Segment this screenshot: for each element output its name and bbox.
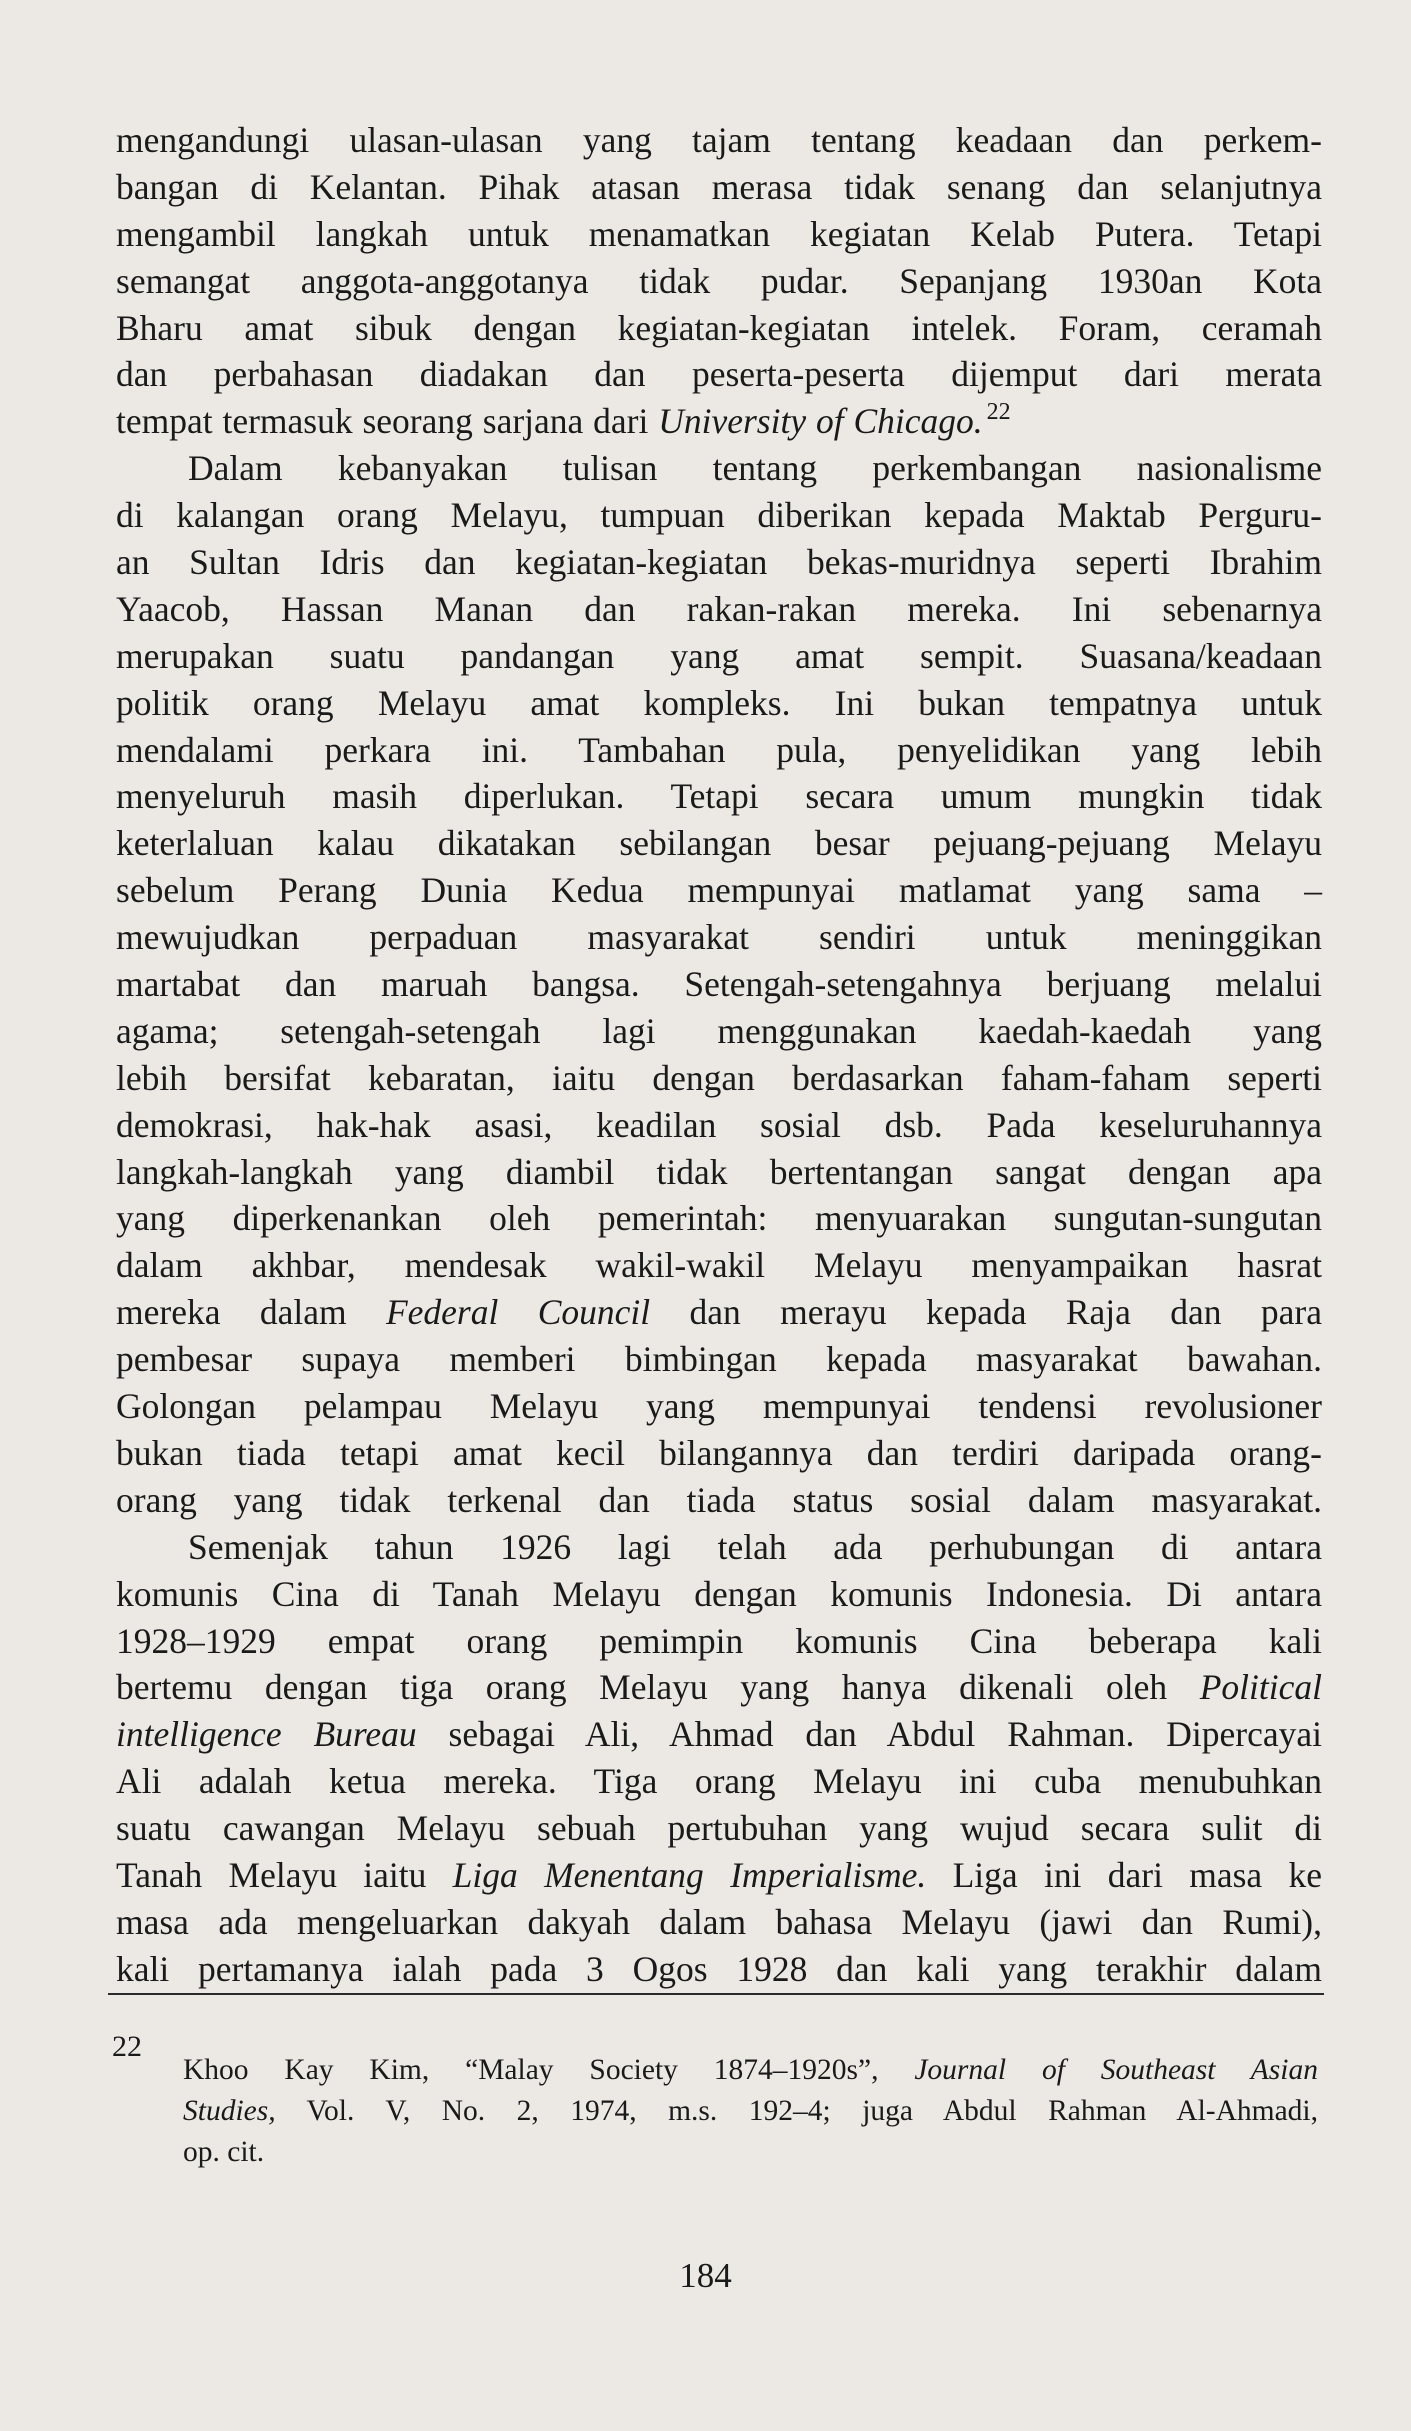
page-number: 184	[679, 2256, 732, 2295]
body-line	[116, 1383, 1322, 1430]
text-segment: Liga ini dari masa ke	[926, 1854, 1322, 1895]
body-line	[116, 1102, 1322, 1149]
text-segment: yang diperkenankan oleh pemerintah: menyuarakan sungutan-sungutan	[116, 1198, 1322, 1239]
text-segment: mengambil langkah untuk menamatkan kegiatan Kelab Putera. Tetapi	[116, 213, 1322, 254]
text-segment: langkah-langkah yang diambil tidak bertentangan sangat dengan apa	[116, 1151, 1322, 1192]
text-segment: bangan di Kelantan. Pihak atasan merasa tidak senang dan selanjutnya	[116, 166, 1322, 207]
text-segment: bukan tiada tetapi amat kecil bilangannya dan terdiri daripada orang-	[116, 1432, 1322, 1473]
body-line	[116, 914, 1322, 961]
italic-text: Journal of Southeast Asian	[914, 2054, 1318, 2086]
text-segment: Tanah Melayu iaitu	[116, 1854, 453, 1895]
body-line	[116, 211, 1322, 258]
text-segment: masa ada mengeluarkan dakyah dalam bahasa Melayu (jawi dan Rumi),	[116, 1901, 1322, 1942]
body-line	[116, 820, 1322, 867]
body-line	[116, 305, 1322, 352]
body-line	[116, 1946, 1322, 1993]
body-line	[116, 445, 1322, 492]
text-segment: Vol. V, No. 2, 1974, m.s. 192–4; juga Abdul Rahman Al-Ahmadi,	[275, 2095, 1318, 2127]
body-line	[116, 680, 1322, 727]
body-line	[116, 492, 1322, 539]
body-line	[116, 398, 1322, 445]
text-segment: agama; setengah-setengah lagi menggunakan kaedah-kaedah yang	[116, 1010, 1322, 1051]
text-segment: an Sultan Idris dan kegiatan-kegiatan bekas-muridnya seperti Ibrahim	[116, 542, 1322, 583]
text-segment: mewujudkan perpaduan masyarakat sendiri untuk meninggikan	[116, 917, 1322, 958]
text-segment: Khoo Kay Kim, “Malay Society 1874–1920s”,	[183, 2054, 915, 2086]
text-segment: Yaacob, Hassan Manan dan rakan-rakan mereka. Ini sebenarnya	[116, 588, 1322, 629]
footnote-line	[183, 2050, 1318, 2091]
text-segment: di kalangan orang Melayu, tumpuan diberikan kepada Maktab Perguru-	[116, 495, 1322, 536]
body-line	[116, 1664, 1322, 1711]
body-text	[116, 117, 1322, 1993]
body-line	[116, 1242, 1322, 1289]
text-segment: kali pertamanya ialah pada 3 Ogos 1928 dan kali yang terakhir dalam	[116, 1948, 1322, 1989]
text-segment: komunis Cina di Tanah Melayu dengan komunis Indonesia. Di antara	[116, 1573, 1322, 1614]
body-line	[116, 1430, 1322, 1477]
text-segment: menyeluruh masih diperlukan. Tetapi secara umum mungkin tidak	[116, 776, 1322, 817]
text-segment: pembesar supaya memberi bimbingan kepada masyarakat bawahan.	[116, 1339, 1322, 1380]
text-segment: bertemu dengan tiga orang Melayu yang hanya dikenali oleh	[116, 1667, 1200, 1708]
text-segment: politik orang Melayu amat kompleks. Ini bukan tempatnya untuk	[116, 682, 1322, 723]
body-line	[116, 1336, 1322, 1383]
footnote-reference: 22	[986, 399, 1011, 426]
body-line	[116, 117, 1322, 164]
italic-text: University of Chicago.	[658, 401, 983, 442]
text-segment: dalam akhbar, mendesak wakil-wakil Melayu menyampaikan hasrat	[116, 1245, 1322, 1286]
text-segment: martabat dan maruah bangsa. Setengah-setengahnya berjuang melalui	[116, 964, 1322, 1005]
body-line	[116, 1758, 1322, 1805]
text-segment: Ali adalah ketua mereka. Tiga orang Melayu ini cuba menubuhkan	[116, 1761, 1322, 1802]
body-line	[116, 727, 1322, 774]
text-segment: lebih bersifat kebaratan, iaitu dengan berdasarkan faham-faham seperti	[116, 1057, 1322, 1098]
text-segment: Bharu amat sibuk dengan kegiatan-kegiatan intelek. Foram, ceramah	[116, 307, 1322, 348]
text-segment: sebagai Ali, Ahmad dan Abdul Rahman. Dipercayai	[416, 1714, 1322, 1755]
text-segment: orang yang tidak terkenal dan tiada status sosial dalam masyarakat.	[116, 1479, 1322, 1520]
text-segment: merupakan suatu pandangan yang amat sempit. Suasana/keadaan	[116, 635, 1322, 676]
body-line	[116, 1149, 1322, 1196]
body-line	[116, 539, 1322, 586]
body-line	[116, 258, 1322, 305]
text-segment: mengandungi ulasan-ulasan yang tajam tentang keadaan dan perkem-	[116, 120, 1322, 160]
body-line	[116, 633, 1322, 680]
italic-text: intelligence Bureau	[116, 1714, 417, 1755]
body-line	[116, 1195, 1322, 1242]
footnote-line	[183, 2091, 1318, 2132]
text-segment: dan merayu kepada Raja dan para	[650, 1292, 1322, 1333]
text-segment: Semenjak tahun 1926 lagi telah ada perhubungan di antara	[188, 1526, 1322, 1567]
text-segment: tempat termasuk seorang sarjana dari	[116, 401, 659, 442]
italic-text: Liga Menentang Imperialisme.	[452, 1854, 927, 1895]
footnote-rule	[108, 1993, 1324, 1995]
text-segment: semangat anggota-anggotanya tidak pudar. Sepanjang 1930an Kota	[116, 260, 1322, 301]
body-line	[116, 1289, 1322, 1336]
body-line	[116, 1711, 1322, 1758]
text-segment: 1928–1929 empat orang pemimpin komunis Cina beberapa kali	[116, 1620, 1322, 1661]
body-line	[116, 586, 1322, 633]
body-line	[116, 1524, 1322, 1571]
footnote-line	[183, 2132, 1318, 2173]
italic-text: Political	[1199, 1667, 1322, 1708]
body-line	[116, 773, 1322, 820]
text-segment: Golongan pelampau Melayu yang mempunyai tendensi revolusioner	[116, 1386, 1322, 1427]
footnote-marker: 22	[112, 2030, 142, 2063]
body-line	[116, 1055, 1322, 1102]
body-line	[116, 1805, 1322, 1852]
body-line	[116, 1008, 1322, 1055]
body-line	[116, 961, 1322, 1008]
text-segment: mendalami perkara ini. Tambahan pula, penyelidikan yang lebih	[116, 729, 1322, 770]
text-segment: Dalam kebanyakan tulisan tentang perkembangan nasionalisme	[188, 448, 1322, 489]
body-line	[116, 351, 1322, 398]
text-segment: suatu cawangan Melayu sebuah pertubuhan yang wujud secara sulit di	[116, 1808, 1322, 1849]
italic-text: Studies,	[183, 2095, 276, 2127]
text-segment: mereka dalam	[116, 1292, 386, 1333]
text-segment: op. cit.	[183, 2136, 265, 2168]
text-segment: sebelum Perang Dunia Kedua mempunyai matlamat yang sama –	[116, 870, 1322, 911]
footnote	[183, 2050, 1318, 2173]
body-line	[116, 164, 1322, 211]
text-segment: dan perbahasan diadakan dan peserta-peserta dijemput dari merata	[116, 354, 1322, 395]
text-segment: demokrasi, hak-hak asasi, keadilan sosial dsb. Pada keseluruhannya	[116, 1104, 1322, 1145]
body-line	[116, 1571, 1322, 1618]
body-line	[116, 867, 1322, 914]
body-line	[116, 1899, 1322, 1946]
body-line	[116, 1618, 1322, 1665]
body-line	[116, 1852, 1322, 1899]
body-line	[116, 1477, 1322, 1524]
text-segment: keterlaluan kalau dikatakan sebilangan besar pejuang-pejuang Melayu	[116, 823, 1322, 864]
italic-text: Federal Council	[385, 1292, 651, 1333]
